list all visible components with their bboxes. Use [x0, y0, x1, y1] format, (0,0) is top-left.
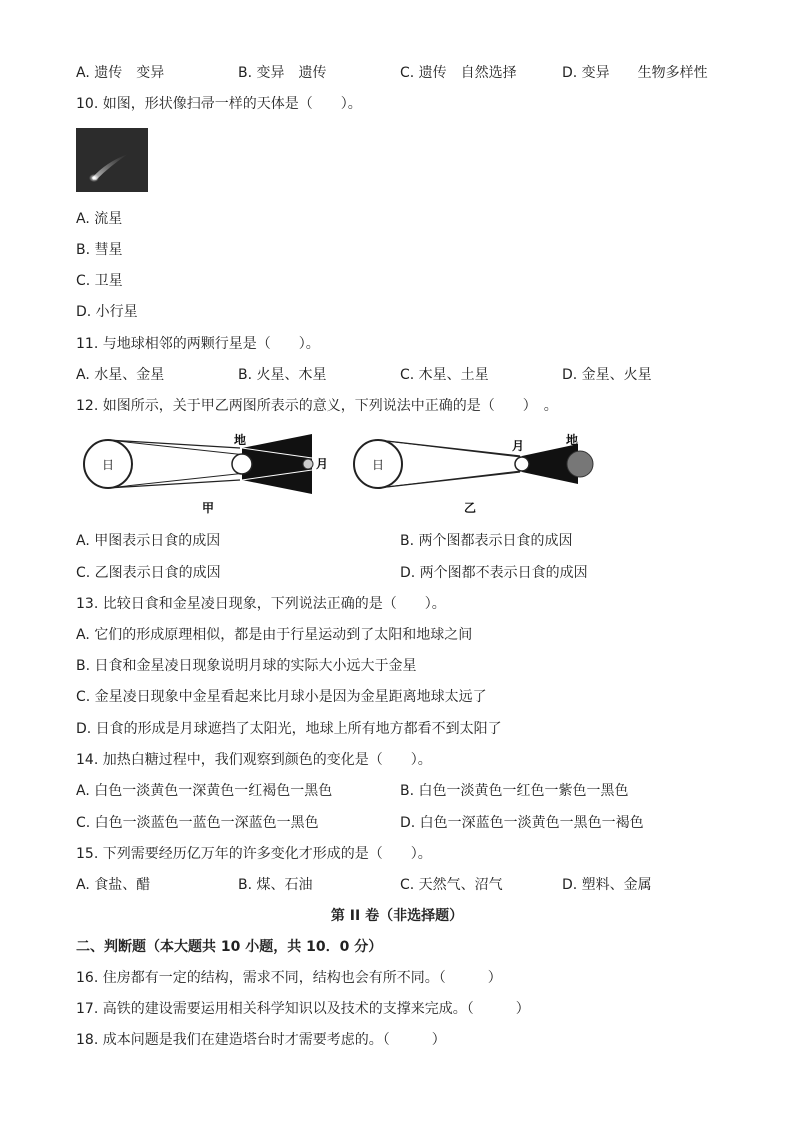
moon-label-left: 月: [316, 457, 329, 471]
sun-label-left: 日: [101, 458, 115, 472]
q9-option-b: B. 变异 遗传: [238, 65, 327, 81]
q9-option-c: C. 遗传 自然选择: [400, 65, 517, 81]
q11-option-b: B. 火星、木星: [238, 367, 327, 383]
q15-stem: 15. 下列需要经历亿万年的许多变化才形成的是（ ）。: [76, 846, 432, 862]
part2-title: 第 II 卷（非选择题）: [330, 908, 464, 924]
q9-option-a: A. 遗传 变异: [76, 65, 165, 81]
diagram-yi: [354, 432, 593, 515]
moon-circle-right: [515, 457, 529, 471]
q14-option-d: D. 白色一深蓝色一淡黄色一黑色一褐色: [400, 815, 644, 831]
q9-option-d: D. 变异 生物多样性: [562, 65, 708, 81]
judge-item-16: 16. 住房都有一定的结构，需求不同，结构也会有所不同。（ ）: [76, 970, 502, 986]
caption-jia: 甲: [201, 501, 215, 515]
moon-label-right: 月: [511, 439, 525, 453]
q15-option-d: D. 塑料、金属: [562, 877, 652, 893]
q10-option-c: C. 卫星: [76, 273, 123, 289]
q12-option-d: D. 两个图都不表示日食的成因: [400, 565, 588, 581]
q11-option-c: C. 木星、土星: [400, 367, 489, 383]
judge-item-17: 17. 高铁的建设需要运用相关科学知识以及技术的支撑来完成。（ ）: [76, 1001, 530, 1017]
q13-option-c: C. 金星凌日现象中金星看起来比月球小是因为金星距离地球太远了: [76, 689, 487, 705]
moon-circle-left: [303, 459, 313, 469]
section2-title: 二、判断题（本大题共 10 小题，共 10．0 分）: [76, 939, 383, 955]
judge-item-18: 18. 成本问题是我们在建造塔台时才需要考虑的。（ ）: [76, 1032, 446, 1048]
q12-option-b: B. 两个图都表示日食的成因: [400, 533, 573, 549]
earth-label-right: 地: [566, 433, 579, 447]
q10-option-d: D. 小行星: [76, 304, 138, 320]
q14-option-a: A. 白色一淡黄色一深黄色一红褐色一黑色: [76, 783, 333, 799]
q13-stem: 13. 比较日食和金星凌日现象，下列说法正确的是（ ）。: [76, 596, 446, 612]
q14-option-b: B. 白色一淡黄色一红色一紫色一黑色: [400, 783, 629, 799]
q11-stem: 11. 与地球相邻的两颗行星是（ ）。: [76, 336, 320, 352]
q10-option-a: A. 流星: [76, 211, 123, 227]
diagram-jia: [84, 432, 328, 515]
q12-option-c: C. 乙图表示日食的成因: [76, 565, 221, 581]
caption-yi: 乙: [463, 501, 477, 515]
q11-option-a: A. 水星、金星: [76, 367, 165, 383]
q13-option-a: A. 它们的形成原理相似，都是由于行星运动到了太阳和地球之间: [76, 627, 473, 643]
earth-circle-left: [232, 454, 252, 474]
q13-option-b: B. 日食和金星凌日现象说明月球的实际大小远大于金星: [76, 658, 417, 674]
sun-label-right: 日: [371, 458, 385, 472]
q15-option-a: A. 食盐、醋: [76, 877, 151, 893]
eclipse-diagram: [80, 430, 620, 520]
q10-option-b: B. 彗星: [76, 242, 123, 258]
q12-option-a: A. 甲图表示日食的成因: [76, 533, 221, 549]
q10-stem: 10. 如图，形状像扫帚一样的天体是（ ）。: [76, 96, 362, 112]
comet-image: [76, 128, 148, 192]
earth-label-left: 地: [234, 433, 247, 447]
q14-option-c: C. 白色一淡蓝色一蓝色一深蓝色一黑色: [76, 815, 319, 831]
q13-option-d: D. 日食的形成是月球遮挡了太阳光，地球上所有地方都看不到太阳了: [76, 721, 502, 737]
q15-option-c: C. 天然气、沼气: [400, 877, 503, 893]
earth-circle-right: [567, 451, 593, 477]
q15-option-b: B. 煤、石油: [238, 877, 313, 893]
q14-stem: 14. 加热白糖过程中，我们观察到颜色的变化是（ ）。: [76, 752, 432, 768]
q11-option-d: D. 金星、火星: [562, 367, 652, 383]
q12-stem: 12. 如图所示，关于甲乙两图所表示的意义，下列说法中正确的是（ ） 。: [76, 398, 558, 414]
